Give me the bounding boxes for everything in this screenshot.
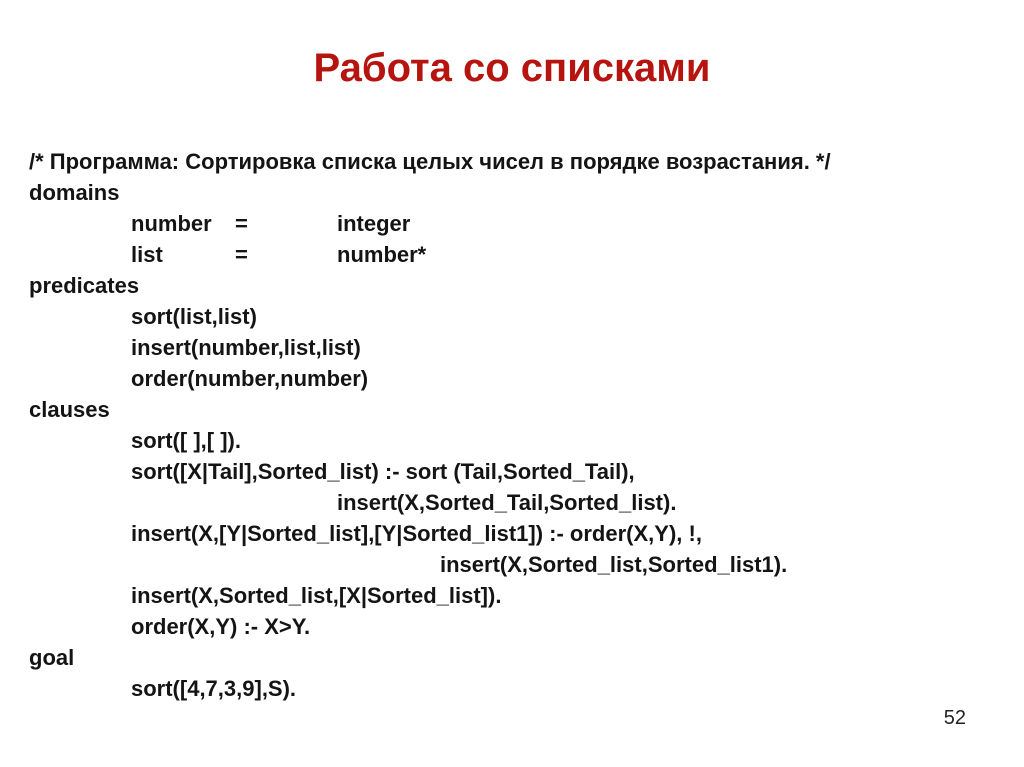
code-line-list-decl bbox=[29, 239, 1009, 270]
list-decl-type: number* bbox=[337, 242, 427, 267]
code-line-clause-4 bbox=[29, 518, 1009, 549]
code-line-number-decl bbox=[29, 208, 1009, 239]
code-line-comment bbox=[29, 146, 1009, 177]
code-line-clause-2 bbox=[29, 456, 1009, 487]
goal-call: sort([4,7,3,9],S). bbox=[131, 676, 297, 701]
predicates-keyword: predicates bbox=[29, 273, 140, 298]
clause-order-rule: order(X,Y) :- X>Y. bbox=[131, 614, 311, 639]
code-line-goal bbox=[29, 642, 1009, 673]
predicate-sort: sort(list,list) bbox=[131, 304, 257, 329]
code-line-pred-order bbox=[29, 363, 1009, 394]
clauses-keyword: clauses bbox=[29, 397, 110, 422]
number-decl-name: number bbox=[131, 211, 212, 236]
list-decl-eq: = bbox=[235, 242, 248, 267]
code-line-predicates bbox=[29, 270, 1009, 301]
code-line-clause-1 bbox=[29, 425, 1009, 456]
code-line-clause-7 bbox=[29, 611, 1009, 642]
program-comment: /* Программа: Сортировка списка целых чисел в порядке возрастания. */ bbox=[29, 149, 831, 174]
list-decl-name: list bbox=[131, 242, 163, 267]
predicate-insert: insert(number,list,list) bbox=[131, 335, 361, 360]
code-block bbox=[29, 146, 1009, 704]
clause-sort-rule-cont: insert(X,Sorted_Tail,Sorted_list). bbox=[337, 490, 677, 515]
code-line-pred-insert bbox=[29, 332, 1009, 363]
code-line-domains bbox=[29, 177, 1009, 208]
code-line-clause-3 bbox=[29, 487, 1009, 518]
code-line-pred-sort bbox=[29, 301, 1009, 332]
clause-insert-rule: insert(X,[Y|Sorted_list],[Y|Sorted_list1]) :- order(X,Y), !, bbox=[131, 521, 702, 546]
number-decl-type: integer bbox=[337, 211, 411, 236]
page-number: 52 bbox=[943, 707, 966, 729]
clause-sort-empty: sort([ ],[ ]). bbox=[131, 428, 241, 453]
goal-keyword: goal bbox=[29, 645, 75, 670]
clause-sort-rule: sort([X|Tail],Sorted_list) :- sort (Tail,Sorted_Tail), bbox=[131, 459, 635, 484]
clause-insert-rule-cont: insert(X,Sorted_list,Sorted_list1). bbox=[440, 552, 788, 577]
code-line-clause-5 bbox=[29, 549, 1009, 580]
domains-keyword: domains bbox=[29, 180, 120, 205]
code-line-goal-call bbox=[29, 673, 1009, 704]
slide-title: Работа со списками bbox=[313, 46, 711, 90]
clause-insert-fact: insert(X,Sorted_list,[X|Sorted_list]). bbox=[131, 583, 502, 608]
code-line-clauses bbox=[29, 394, 1009, 425]
predicate-order: order(number,number) bbox=[131, 366, 369, 391]
code-line-clause-6 bbox=[29, 580, 1009, 611]
number-decl-eq: = bbox=[235, 211, 248, 236]
